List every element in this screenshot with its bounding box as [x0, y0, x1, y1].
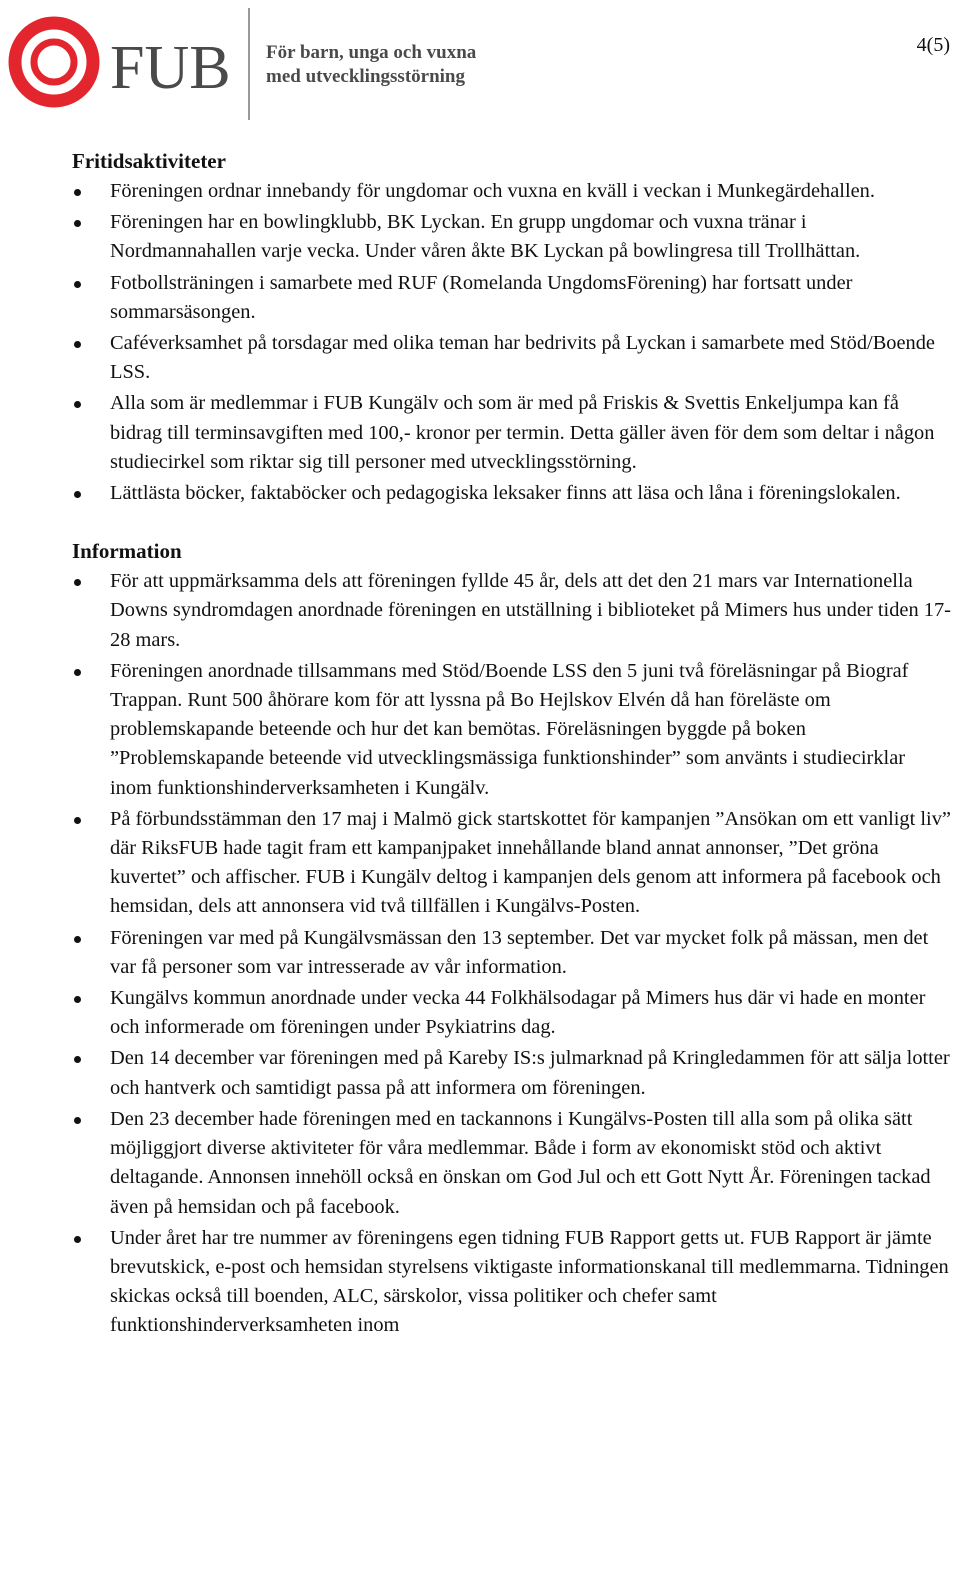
logo-tagline-line2: med utvecklingsstörning [266, 66, 465, 87]
page-number: 4(5) [916, 34, 950, 56]
list-item: Föreningen anordnade tillsammans med Stöd/Boende LSS den 5 juni två föreläsningar på Biograf Trappan. Runt 500 åhörare kom för att lyssna på Bo Hejlskov Elvén då han föreläste om problemskapande beteende och hur det kan bemötas. Föreläsningen byggde på boken ”Problemskapande beteende vid utvecklingsmässiga funktionshinder” som använts i studiecirklar inom funktionshinderverksamheten i Kungälv. [72, 657, 952, 803]
list-item: Föreningen var med på Kungälvsmässan den 13 september. Det var mycket folk på mässan, men det var få personer som var intresserade av vår information. [72, 924, 952, 982]
logo-ring-inner [34, 42, 74, 82]
list-item: Alla som är medlemmar i FUB Kungälv och som är med på Friskis & Svettis Enkeljumpa kan få bidrag till terminsavgiften med 100,- kronor per termin. Detta gäller även för dem som deltar i någon studiecirkel som riktar sig till personer med utvecklingsstörning. [72, 389, 952, 477]
list-item: Under året har tre nummer av föreningens egen tidning FUB Rapport getts ut. FUB Rapport är jämte brevutskick, e-post och hemsidan styrelsens viktigaste informationskanal till medlemmarna. Tidningen skickas också till boenden, ALC, särskolor, vissa politiker och chefer samt funktionshinderverksamheten inom [72, 1224, 952, 1341]
list-item: Den 14 december var föreningen med på Kareby IS:s julmarknad på Kringledammen för att sälja lotter och hantverk och samtidigt passa på att informera om föreningen. [72, 1044, 952, 1102]
fub-logo [4, 8, 484, 120]
list-item: På förbundsstämman den 17 maj i Malmö gick startskottet för kampanjen ”Ansökan om ett vanligt liv” där RiksFUB hade tagit fram ett kampanjpaket innehållande bland annat annonser, ”Det gröna kuvertet” och affischer. FUB i Kungälv deltog i kampanjen dels genom att informera på facebook och hemsidan, dels att annonsera vid två tillfällen i Kungälvs-Posten. [72, 805, 952, 922]
section-title-fritidsaktiviteter: Fritidsaktiviteter [72, 149, 226, 173]
list-item: Kungälvs kommun anordnade under vecka 44 Folkhälsodagar på Mimers hus där vi hade en monter och informerade om föreningen under Psykiatrins dag. [72, 984, 952, 1042]
list-item: Föreningen har en bowlingklubb, BK Lyckan. En grupp ungdomar och vuxna tränar i Nordmannahallen varje vecka. Under våren åkte BK Lyckan på bowlingresa till Trollhättan. [72, 208, 952, 266]
list-item: Den 23 december hade föreningen med en tackannons i Kungälvs-Posten till alla som på olika sätt möjliggjort diverse aktiviteter för våra medlemmar. Både i form av ekonomiskt stöd och aktivt deltagande. Annonsen innehöll också en önskan om God Jul och ett Gott Nytt År. Föreningen tackad även på hemsidan och på facebook. [72, 1105, 952, 1222]
section-title-information: Information [72, 539, 182, 564]
list-item: För att uppmärksamma dels att föreningen fyllde 45 år, dels att det den 21 mars var Internationella Downs syndromdagen anordnade föreningen en utställning i biblioteket på Mimers hus under tiden 17-28 mars. [72, 567, 952, 655]
logo-tagline-line1: För barn, unga och vuxna [266, 42, 477, 63]
list-item: Föreningen ordnar innebandy för ungdomar och vuxna en kväll i veckan i Munkegärdehallen. [72, 177, 952, 206]
list-item: Fotbollsträningen i samarbete med RUF (Romelanda UngdomsFörening) har fortsatt under sommarsäsongen. [72, 269, 952, 327]
logo-wordmark: FUB [110, 34, 231, 102]
list-item: Caféverksamhet på torsdagar med olika teman har bedrivits på Lyckan i samarbete med Stöd/Boende LSS. [72, 329, 952, 387]
information-list [72, 567, 952, 1340]
list-item: Lättlästa böcker, faktaböcker och pedagogiska leksaker finns att läsa och låna i föreningslokalen. [72, 479, 952, 508]
document-body [72, 146, 952, 1343]
logo-ring-outer [15, 23, 93, 101]
logo-divider [248, 8, 250, 120]
page-header [0, 0, 960, 130]
fritidsaktiviteter-list [72, 177, 952, 508]
